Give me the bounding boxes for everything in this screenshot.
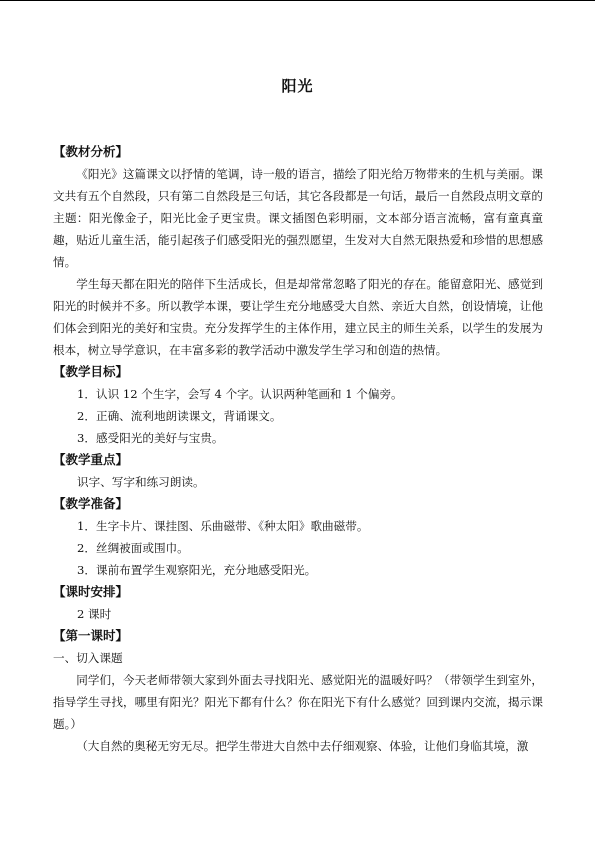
- heading-schedule: 【课时安排】: [53, 584, 129, 599]
- heading-goals: 【教学目标】: [53, 364, 129, 379]
- page-title: 阳光: [281, 77, 314, 95]
- heading-focus: 【教学重点】: [53, 452, 129, 467]
- document-body: [53, 141, 543, 757]
- heading-first-lesson: 【第一课时】: [53, 628, 129, 643]
- analysis-paragraph-1: 《阳光》这篇课文以抒情的笔调，诗一般的语言，描绘了阳光给万物带来的生机与美丽。课文共有五个自然段，只有第二自然段是三句话，其它各段都是一句话，最后一自然段点明文章的主题：阳光像金子，阳光比金子更宝贵。课文插图色彩明丽，文本部分语言流畅，富有童真童趣，贴近儿童生活，能引起孩子们感受阳光的强烈愿望，生发对大自然无限热爱和珍惜的思想感情。: [53, 167, 543, 269]
- heading-analysis: 【教材分析】: [53, 144, 129, 159]
- first-lesson-paragraph-2: （大自然的奥秘无穷无尽。把学生带进大自然中去仔细观察、体验，让他们身临其境，激: [76, 739, 529, 753]
- schedule-text: 2 课时: [77, 607, 112, 621]
- focus-text: 识字、写字和练习朗读。: [77, 475, 205, 489]
- first-lesson-subheading: 一、切入课题: [53, 651, 123, 665]
- goal-item-2: 2．正确、流利地朗读课文，背诵课文。: [77, 409, 282, 423]
- prep-item-1: 1．生字卡片、课挂图、乐曲磁带、《种太阳》歌曲磁带。: [77, 519, 369, 533]
- prep-item-3: 3．课前布置学生观察阳光，充分地感受阳光。: [77, 563, 317, 577]
- first-lesson-paragraph-1: 同学们，今天老师带领大家到外面去寻找阳光、感觉阳光的温暖好吗？（带领学生到室外，指导学生寻找，哪里有阳光？阳光下都有什么？你在阳光下有什么感觉？回到课内交流，揭示课题。）: [53, 673, 543, 731]
- goal-item-1: 1．认识 12 个生字，会写 4 个字。认识两种笔画和 1 个偏旁。: [77, 387, 403, 401]
- heading-prep: 【教学准备】: [53, 496, 129, 511]
- prep-item-2: 2．丝绸被面或围巾。: [77, 541, 189, 555]
- goal-item-3: 3．感受阳光的美好与宝贵。: [77, 431, 224, 445]
- analysis-paragraph-2: 学生每天都在阳光的陪伴下生活成长，但是却常常忽略了阳光的存在。能留意阳光、感觉到阳光的时候并不多。所以教学本课，要让学生充分地感受大自然、亲近大自然，创设情境，让他们体会到阳光的美好和宝贵。充分发挥学生的主体作用，建立民主的师生关系，以学生的发展为根本，树立导学意识，在丰富多彩的教学活动中激发学生学习和创造的热情。: [53, 277, 543, 357]
